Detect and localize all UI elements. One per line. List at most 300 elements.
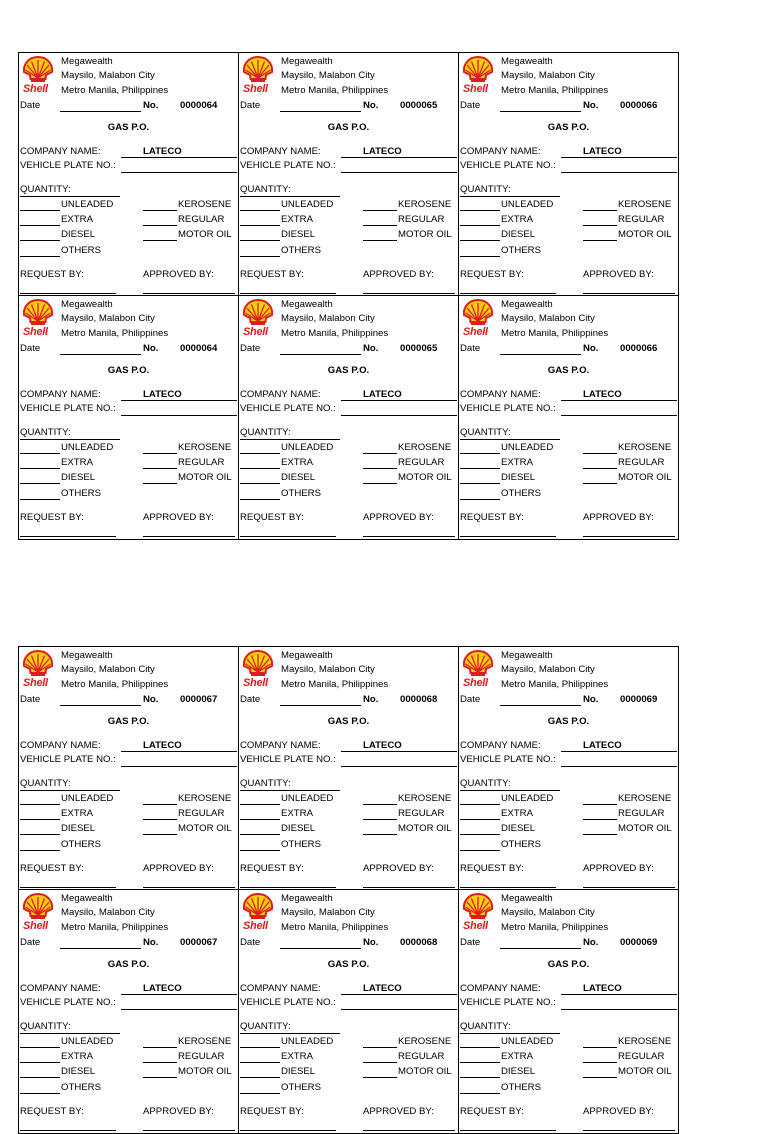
fuel-motor-oil-label: MOTOR OIL — [618, 229, 672, 240]
regular-qty-field[interactable] — [143, 1062, 177, 1063]
approved-by-signature-field[interactable] — [363, 1130, 455, 1131]
regular-qty-field[interactable] — [143, 468, 177, 469]
date-field[interactable] — [60, 705, 141, 706]
quantity-field[interactable] — [240, 790, 340, 791]
motor-oil-qty-field[interactable] — [583, 483, 617, 484]
fuel-extra-label: EXTRA — [61, 214, 93, 225]
fuel-motor-oil-label: MOTOR OIL — [398, 229, 452, 240]
unleaded-qty-field[interactable] — [460, 453, 500, 454]
fuel-unleaded-label: UNLEADED — [61, 1036, 114, 1047]
extra-qty-field[interactable] — [20, 1062, 60, 1063]
shell-icon — [241, 55, 275, 85]
number-label: No. — [143, 694, 159, 705]
unleaded-qty-field[interactable] — [240, 210, 280, 211]
extra-qty-field[interactable] — [240, 468, 280, 469]
shell-wordmark: Shell — [23, 83, 48, 95]
address-line-1: Maysilo, Malabon City — [281, 313, 375, 324]
quantity-field[interactable] — [240, 439, 340, 440]
approved-by-label: APPROVED BY: — [583, 269, 654, 280]
shell-logo — [461, 892, 499, 934]
diesel-qty-field[interactable] — [20, 834, 60, 835]
approved-by-signature-field[interactable] — [583, 293, 675, 294]
fuel-regular-label: REGULAR — [618, 214, 665, 225]
unleaded-qty-field[interactable] — [20, 453, 60, 454]
company-name-field[interactable] — [121, 751, 237, 752]
shell-icon — [461, 298, 495, 328]
approved-by-signature-field[interactable] — [363, 887, 455, 888]
vehicle-plate-field[interactable] — [121, 172, 237, 173]
others-qty-field[interactable] — [20, 256, 60, 257]
diesel-qty-field[interactable] — [20, 1077, 60, 1078]
company-name-label: COMPANY NAME: — [240, 146, 321, 157]
others-qty-field[interactable] — [460, 1093, 500, 1094]
diesel-qty-field[interactable] — [20, 483, 60, 484]
date-field[interactable] — [500, 111, 581, 112]
date-field[interactable] — [60, 948, 141, 949]
unleaded-qty-field[interactable] — [20, 804, 60, 805]
kerosene-qty-field[interactable] — [363, 804, 397, 805]
company-name-field[interactable] — [121, 400, 237, 401]
quantity-field[interactable] — [240, 1033, 340, 1034]
fuel-unleaded-label: UNLEADED — [501, 442, 554, 453]
company-name-field[interactable] — [121, 157, 237, 158]
diesel-qty-field[interactable] — [240, 1077, 280, 1078]
diesel-qty-field[interactable] — [460, 1077, 500, 1078]
extra-qty-field[interactable] — [20, 468, 60, 469]
approved-by-signature-field[interactable] — [583, 1130, 675, 1131]
approved-by-signature-field[interactable] — [363, 536, 455, 537]
voucher-title: GAS P.O. — [107, 122, 150, 133]
vehicle-plate-label: VEHICLE PLATE NO.: — [20, 403, 116, 414]
address-line-1: Maysilo, Malabon City — [501, 907, 595, 918]
request-by-signature-field[interactable] — [240, 536, 336, 537]
unleaded-qty-field[interactable] — [460, 210, 500, 211]
kerosene-qty-field[interactable] — [143, 210, 177, 211]
regular-qty-field[interactable] — [583, 819, 617, 820]
fuel-motor-oil-label: MOTOR OIL — [398, 472, 452, 483]
fuel-unleaded-label: UNLEADED — [501, 1036, 554, 1047]
regular-qty-field[interactable] — [363, 468, 397, 469]
voucher-row — [18, 52, 679, 295]
address-line-1: Maysilo, Malabon City — [501, 313, 595, 324]
vehicle-plate-field[interactable] — [341, 766, 457, 767]
unleaded-qty-field[interactable] — [240, 1047, 280, 1048]
fuel-kerosene-label: KEROSENE — [618, 442, 672, 453]
request-by-signature-field[interactable] — [460, 1130, 556, 1131]
others-qty-field[interactable] — [460, 499, 500, 500]
motor-oil-qty-field[interactable] — [143, 240, 177, 241]
regular-qty-field[interactable] — [363, 225, 397, 226]
fuel-diesel-label: DIESEL — [501, 472, 536, 483]
fuel-unleaded-label: UNLEADED — [61, 199, 114, 210]
vehicle-plate-field[interactable] — [121, 415, 237, 416]
fuel-diesel-label: DIESEL — [501, 229, 536, 240]
shell-logo — [21, 892, 59, 934]
quantity-field[interactable] — [460, 439, 560, 440]
number-label: No. — [143, 100, 159, 111]
diesel-qty-field[interactable] — [240, 483, 280, 484]
shell-logo — [21, 298, 59, 340]
approved-by-label: APPROVED BY: — [363, 269, 434, 280]
approved-by-label: APPROVED BY: — [143, 512, 214, 523]
company-name-field[interactable] — [561, 751, 677, 752]
company-name-label: COMPANY NAME: — [20, 146, 101, 157]
fuel-kerosene-label: KEROSENE — [178, 793, 232, 804]
approved-by-label: APPROVED BY: — [363, 863, 434, 874]
approved-by-signature-field[interactable] — [143, 536, 235, 537]
motor-oil-qty-field[interactable] — [143, 1077, 177, 1078]
approved-by-signature-field[interactable] — [143, 887, 235, 888]
address-line-2: Metro Manila, Philippines — [281, 922, 389, 933]
kerosene-qty-field[interactable] — [363, 453, 397, 454]
date-field[interactable] — [280, 111, 361, 112]
request-by-signature-field[interactable] — [460, 293, 556, 294]
quantity-field[interactable] — [20, 196, 120, 197]
diesel-qty-field[interactable] — [460, 483, 500, 484]
company-name-value: LATECO — [583, 146, 622, 157]
request-by-signature-field[interactable] — [20, 1130, 116, 1131]
company-name-label: COMPANY NAME: — [460, 983, 541, 994]
others-qty-field[interactable] — [20, 850, 60, 851]
diesel-qty-field[interactable] — [240, 240, 280, 241]
vehicle-plate-field[interactable] — [341, 415, 457, 416]
fuel-regular-label: REGULAR — [178, 1051, 225, 1062]
date-label: Date — [460, 694, 481, 705]
request-by-signature-field[interactable] — [240, 887, 336, 888]
fuel-regular-label: REGULAR — [178, 808, 225, 819]
company-name: Megawealth — [61, 650, 113, 661]
unleaded-qty-field[interactable] — [460, 804, 500, 805]
others-qty-field[interactable] — [240, 1093, 280, 1094]
request-by-signature-field[interactable] — [460, 536, 556, 537]
voucher-sheet-1 — [18, 52, 679, 540]
gas-po-voucher — [18, 646, 238, 889]
fuel-motor-oil-label: MOTOR OIL — [178, 1066, 232, 1077]
kerosene-qty-field[interactable] — [143, 804, 177, 805]
diesel-qty-field[interactable] — [240, 834, 280, 835]
shell-wordmark: Shell — [243, 326, 268, 338]
fuel-diesel-label: DIESEL — [61, 1066, 96, 1077]
unleaded-qty-field[interactable] — [20, 210, 60, 211]
extra-qty-field[interactable] — [20, 819, 60, 820]
company-name-field[interactable] — [121, 994, 237, 995]
number-label: No. — [583, 100, 599, 111]
request-by-label: REQUEST BY: — [20, 512, 84, 523]
fuel-diesel-label: DIESEL — [281, 1066, 316, 1077]
kerosene-qty-field[interactable] — [583, 453, 617, 454]
kerosene-qty-field[interactable] — [363, 210, 397, 211]
company-name-value: LATECO — [143, 389, 182, 400]
quantity-label: QUANTITY: — [240, 184, 291, 195]
fuel-others-label: OTHERS — [61, 1082, 101, 1093]
request-by-signature-field[interactable] — [240, 293, 336, 294]
motor-oil-qty-field[interactable] — [363, 240, 397, 241]
quantity-label: QUANTITY: — [460, 427, 511, 438]
quantity-field[interactable] — [460, 790, 560, 791]
approved-by-signature-field[interactable] — [583, 536, 675, 537]
extra-qty-field[interactable] — [460, 819, 500, 820]
regular-qty-field[interactable] — [583, 1062, 617, 1063]
company-name-label: COMPANY NAME: — [20, 389, 101, 400]
company-name-label: COMPANY NAME: — [240, 389, 321, 400]
others-qty-field[interactable] — [460, 256, 500, 257]
others-qty-field[interactable] — [20, 1093, 60, 1094]
unleaded-qty-field[interactable] — [240, 804, 280, 805]
shell-icon — [21, 892, 55, 922]
fuel-motor-oil-label: MOTOR OIL — [398, 823, 452, 834]
vehicle-plate-field[interactable] — [561, 766, 677, 767]
regular-qty-field[interactable] — [143, 225, 177, 226]
kerosene-qty-field[interactable] — [143, 453, 177, 454]
date-label: Date — [20, 937, 41, 948]
extra-qty-field[interactable] — [240, 1062, 280, 1063]
regular-qty-field[interactable] — [363, 819, 397, 820]
address-line-2: Metro Manila, Philippines — [61, 922, 169, 933]
approved-by-label: APPROVED BY: — [143, 269, 214, 280]
number-label: No. — [363, 343, 379, 354]
request-by-label: REQUEST BY: — [240, 269, 304, 280]
shell-icon — [241, 892, 275, 922]
others-qty-field[interactable] — [20, 499, 60, 500]
approved-by-signature-field[interactable] — [143, 293, 235, 294]
company-name-value: LATECO — [583, 740, 622, 751]
quantity-field[interactable] — [20, 439, 120, 440]
fuel-unleaded-label: UNLEADED — [281, 442, 334, 453]
gas-po-voucher — [18, 52, 238, 295]
quantity-label: QUANTITY: — [20, 1021, 71, 1032]
company-name: Megawealth — [281, 893, 333, 904]
others-qty-field[interactable] — [240, 499, 280, 500]
vehicle-plate-field[interactable] — [341, 1009, 457, 1010]
fuel-kerosene-label: KEROSENE — [618, 793, 672, 804]
approved-by-signature-field[interactable] — [583, 887, 675, 888]
shell-icon — [461, 55, 495, 85]
shell-wordmark: Shell — [243, 677, 268, 689]
others-qty-field[interactable] — [240, 850, 280, 851]
vehicle-plate-label: VEHICLE PLATE NO.: — [20, 754, 116, 765]
motor-oil-qty-field[interactable] — [143, 834, 177, 835]
date-field[interactable] — [60, 111, 141, 112]
voucher-number: 0000064 — [180, 343, 218, 354]
gas-po-voucher — [238, 646, 458, 889]
others-qty-field[interactable] — [240, 256, 280, 257]
voucher-title: GAS P.O. — [547, 959, 590, 970]
company-name-value: LATECO — [583, 389, 622, 400]
quantity-field[interactable] — [20, 1033, 120, 1034]
shell-logo — [241, 892, 279, 934]
request-by-signature-field[interactable] — [20, 887, 116, 888]
company-name: Megawealth — [61, 299, 113, 310]
address-line-2: Metro Manila, Philippines — [501, 679, 609, 690]
voucher-row — [18, 646, 679, 889]
request-by-label: REQUEST BY: — [240, 863, 304, 874]
vehicle-plate-field[interactable] — [561, 1009, 677, 1010]
fuel-others-label: OTHERS — [61, 245, 101, 256]
address-line-2: Metro Manila, Philippines — [61, 85, 169, 96]
approved-by-label: APPROVED BY: — [583, 512, 654, 523]
fuel-kerosene-label: KEROSENE — [618, 199, 672, 210]
fuel-regular-label: REGULAR — [618, 808, 665, 819]
motor-oil-qty-field[interactable] — [583, 1077, 617, 1078]
kerosene-qty-field[interactable] — [363, 1047, 397, 1048]
voucher-number: 0000066 — [620, 343, 658, 354]
vehicle-plate-field[interactable] — [341, 172, 457, 173]
quantity-field[interactable] — [240, 196, 340, 197]
address-line-1: Maysilo, Malabon City — [281, 907, 375, 918]
date-field[interactable] — [280, 948, 361, 949]
company-name-label: COMPANY NAME: — [20, 983, 101, 994]
request-by-signature-field[interactable] — [20, 536, 116, 537]
diesel-qty-field[interactable] — [460, 834, 500, 835]
date-label: Date — [20, 343, 41, 354]
extra-qty-field[interactable] — [460, 468, 500, 469]
date-field[interactable] — [280, 354, 361, 355]
vehicle-plate-label: VEHICLE PLATE NO.: — [460, 754, 556, 765]
request-by-signature-field[interactable] — [460, 887, 556, 888]
shell-logo — [21, 649, 59, 691]
request-by-signature-field[interactable] — [20, 293, 116, 294]
fuel-extra-label: EXTRA — [61, 1051, 93, 1062]
voucher-number: 0000069 — [620, 694, 658, 705]
address-line-2: Metro Manila, Philippines — [281, 328, 389, 339]
quantity-label: QUANTITY: — [460, 778, 511, 789]
shell-wordmark: Shell — [23, 920, 48, 932]
company-name-field[interactable] — [341, 157, 457, 158]
vehicle-plate-field[interactable] — [561, 415, 677, 416]
gas-po-voucher — [458, 295, 679, 540]
extra-qty-field[interactable] — [460, 1062, 500, 1063]
company-name: Megawealth — [281, 650, 333, 661]
company-name: Megawealth — [61, 893, 113, 904]
number-label: No. — [583, 694, 599, 705]
approved-by-signature-field[interactable] — [363, 293, 455, 294]
vehicle-plate-field[interactable] — [121, 766, 237, 767]
motor-oil-qty-field[interactable] — [583, 240, 617, 241]
fuel-motor-oil-label: MOTOR OIL — [178, 229, 232, 240]
motor-oil-qty-field[interactable] — [363, 1077, 397, 1078]
fuel-extra-label: EXTRA — [501, 808, 533, 819]
extra-qty-field[interactable] — [240, 819, 280, 820]
shell-wordmark: Shell — [243, 83, 268, 95]
fuel-others-label: OTHERS — [61, 839, 101, 850]
date-label: Date — [460, 937, 481, 948]
company-name-field[interactable] — [561, 157, 677, 158]
motor-oil-qty-field[interactable] — [143, 483, 177, 484]
date-field[interactable] — [500, 705, 581, 706]
company-name-value: LATECO — [583, 983, 622, 994]
company-name-field[interactable] — [341, 994, 457, 995]
quantity-field[interactable] — [460, 196, 560, 197]
number-label: No. — [583, 343, 599, 354]
kerosene-qty-field[interactable] — [143, 1047, 177, 1048]
date-field[interactable] — [280, 705, 361, 706]
approved-by-label: APPROVED BY: — [363, 1106, 434, 1117]
shell-wordmark: Shell — [463, 920, 488, 932]
approved-by-signature-field[interactable] — [143, 1130, 235, 1131]
shell-icon — [241, 649, 275, 679]
vehicle-plate-label: VEHICLE PLATE NO.: — [240, 160, 336, 171]
regular-qty-field[interactable] — [363, 1062, 397, 1063]
fuel-extra-label: EXTRA — [281, 808, 313, 819]
vehicle-plate-field[interactable] — [561, 172, 677, 173]
diesel-qty-field[interactable] — [460, 240, 500, 241]
regular-qty-field[interactable] — [583, 225, 617, 226]
fuel-extra-label: EXTRA — [281, 1051, 313, 1062]
number-label: No. — [583, 937, 599, 948]
shell-logo — [241, 649, 279, 691]
date-field[interactable] — [60, 354, 141, 355]
date-field[interactable] — [500, 354, 581, 355]
motor-oil-qty-field[interactable] — [583, 834, 617, 835]
kerosene-qty-field[interactable] — [583, 210, 617, 211]
voucher-number: 0000067 — [180, 937, 218, 948]
gas-po-voucher — [458, 646, 679, 889]
company-name-field[interactable] — [341, 400, 457, 401]
company-name: Megawealth — [61, 56, 113, 67]
voucher-number: 0000065 — [400, 343, 438, 354]
approved-by-label: APPROVED BY: — [583, 863, 654, 874]
others-qty-field[interactable] — [460, 850, 500, 851]
company-name-field[interactable] — [561, 994, 677, 995]
company-name-field[interactable] — [561, 400, 677, 401]
address-line-2: Metro Manila, Philippines — [501, 328, 609, 339]
vehicle-plate-field[interactable] — [121, 1009, 237, 1010]
fuel-regular-label: REGULAR — [618, 1051, 665, 1062]
request-by-label: REQUEST BY: — [20, 863, 84, 874]
request-by-signature-field[interactable] — [240, 1130, 336, 1131]
voucher-title: GAS P.O. — [327, 959, 370, 970]
voucher-title: GAS P.O. — [107, 959, 150, 970]
regular-qty-field[interactable] — [583, 468, 617, 469]
fuel-diesel-label: DIESEL — [281, 823, 316, 834]
motor-oil-qty-field[interactable] — [363, 483, 397, 484]
kerosene-qty-field[interactable] — [583, 804, 617, 805]
unleaded-qty-field[interactable] — [20, 1047, 60, 1048]
shell-wordmark: Shell — [243, 920, 268, 932]
regular-qty-field[interactable] — [143, 819, 177, 820]
date-field[interactable] — [500, 948, 581, 949]
company-name-label: COMPANY NAME: — [240, 983, 321, 994]
kerosene-qty-field[interactable] — [583, 1047, 617, 1048]
shell-logo — [21, 55, 59, 97]
approved-by-label: APPROVED BY: — [143, 1106, 214, 1117]
fuel-unleaded-label: UNLEADED — [281, 793, 334, 804]
extra-qty-field[interactable] — [460, 225, 500, 226]
voucher-number: 0000066 — [620, 100, 658, 111]
quantity-field[interactable] — [460, 1033, 560, 1034]
extra-qty-field[interactable] — [240, 225, 280, 226]
gas-po-voucher — [458, 52, 679, 295]
quantity-label: QUANTITY: — [240, 778, 291, 789]
unleaded-qty-field[interactable] — [460, 1047, 500, 1048]
shell-icon — [461, 892, 495, 922]
fuel-unleaded-label: UNLEADED — [501, 199, 554, 210]
voucher-title: GAS P.O. — [547, 365, 590, 376]
motor-oil-qty-field[interactable] — [363, 834, 397, 835]
unleaded-qty-field[interactable] — [240, 453, 280, 454]
company-name-field[interactable] — [341, 751, 457, 752]
quantity-field[interactable] — [20, 790, 120, 791]
request-by-label: REQUEST BY: — [240, 512, 304, 523]
shell-wordmark: Shell — [463, 83, 488, 95]
approved-by-label: APPROVED BY: — [363, 512, 434, 523]
diesel-qty-field[interactable] — [20, 240, 60, 241]
company-name: Megawealth — [281, 56, 333, 67]
extra-qty-field[interactable] — [20, 225, 60, 226]
company-name-value: LATECO — [363, 740, 402, 751]
company-name: Megawealth — [501, 650, 553, 661]
date-label: Date — [460, 100, 481, 111]
